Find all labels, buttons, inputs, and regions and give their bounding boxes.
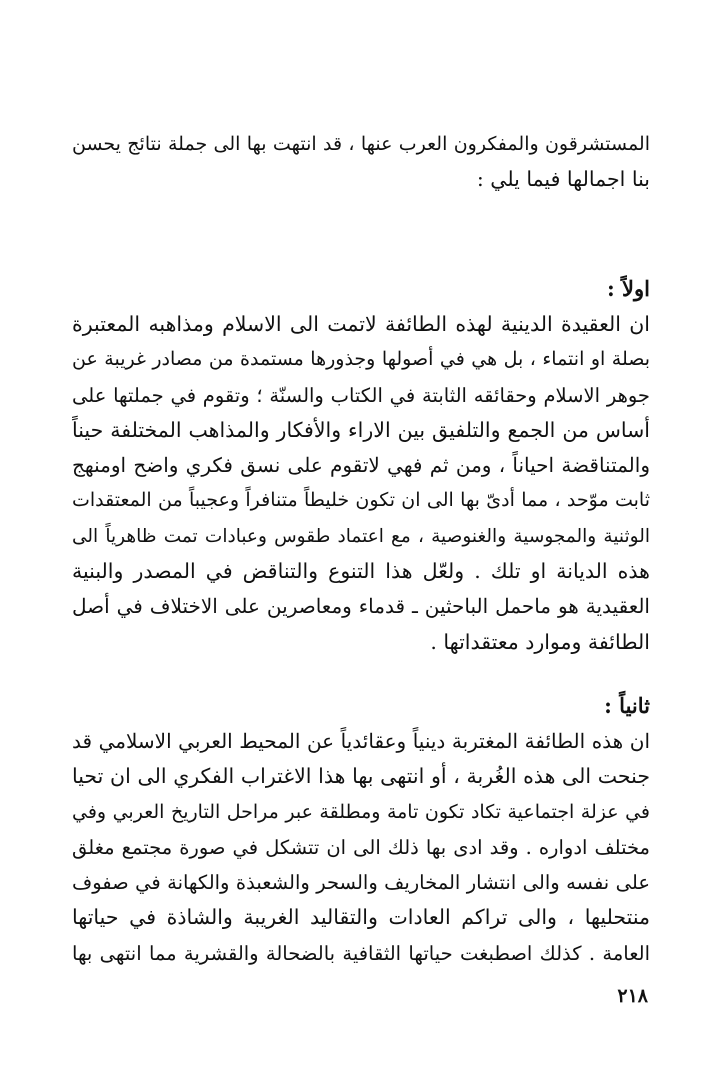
paragraph-line: على نفسه والى انتشار المخاريف والسحر والشعبذة والكهانة في صفوف	[72, 871, 650, 895]
paragraph-line: الطائفة وموارد معتقداتها .	[430, 629, 650, 654]
paragraph-line: هذه الديانة او تلك . ولعّل هذا التنوع والتناقض في المصدر والبنية	[72, 559, 650, 584]
paragraph-line: في عزلة اجتماعية تكاد تكون تامة ومطلقة عبر مراحل التاريخ العربي وفي	[72, 800, 650, 823]
paragraph-line: الوثنية والمجوسية والغنوصية ، مع اعتماد طقوس وعبادات تمت ظاهرياً الى	[72, 525, 650, 547]
paragraph-line: ان هذه الطائفة المغتربة دينياً وعقائدياً عن المحيط العربي الاسلامي قد	[72, 729, 650, 753]
paragraph-line: منتحليها ، والى تراكم العادات والتقاليد الغريبة والشاذة في حياتها	[72, 905, 650, 930]
paragraph-line: جنحت الى هذه الغُربة ، أو انتهى بها هذا الاغتراب الفكري الى ان تحيا	[72, 764, 650, 789]
paragraph-line: المستشرقون والمفكرون العرب عنها ، قد انتهت بها الى جملة نتائج يحسن	[72, 133, 650, 155]
paragraph-line: أساس من الجمع والتلفيق بين الاراء والأفكار والمذاهب المختلفة حيناً	[72, 417, 650, 442]
paragraph-line: ان العقيدة الدينية لهذه الطائفة لاتمت الى الاسلام ومذاهبه المعتبرة	[72, 312, 650, 336]
section-second	[72, 688, 650, 971]
paragraph-line: مختلف ادواره . وقد ادى بها ذلك الى ان تتشكل في صورة مجتمع مغلق	[72, 835, 650, 859]
paragraph-line: بنا اجمالها فيما يلي :	[476, 167, 650, 192]
page-number: ٢١٨	[617, 985, 648, 1007]
section-heading-first: اولاً :	[606, 276, 650, 301]
paragraph-line: والمتناقضة احياناً ، ومن ثم فهي لاتقوم على نسق فكري واضح اومنهج	[72, 453, 650, 478]
paragraph-line: ثابت موّحد ، مما أدىّ بها الى ان تكون خليطاً متنافراً وعجيباً من المعتقدات	[72, 489, 650, 512]
section-heading-second: ثانياً :	[604, 693, 650, 718]
section-first	[72, 271, 650, 660]
paragraph-line: العقيدية هو ماحمل الباحثين ـ قدماء ومعاصرين على الاختلاف في أصل	[72, 594, 650, 619]
paragraph-line: بصلة او انتماء ، بل هي في أصولها وجذورها مستمدة من مصادر غريبة عن	[72, 348, 650, 371]
intro-paragraph	[72, 127, 650, 198]
paragraph-line: جوهر الاسلام وحقائقه الثابتة في الكتاب والسنّة ؛ وتقوم في جملتها على	[72, 383, 650, 407]
paragraph-line: العامة . كذلك اصطبغت حياتها الثقافية بالضحالة والقشرية مما انتهى بها	[72, 941, 650, 965]
